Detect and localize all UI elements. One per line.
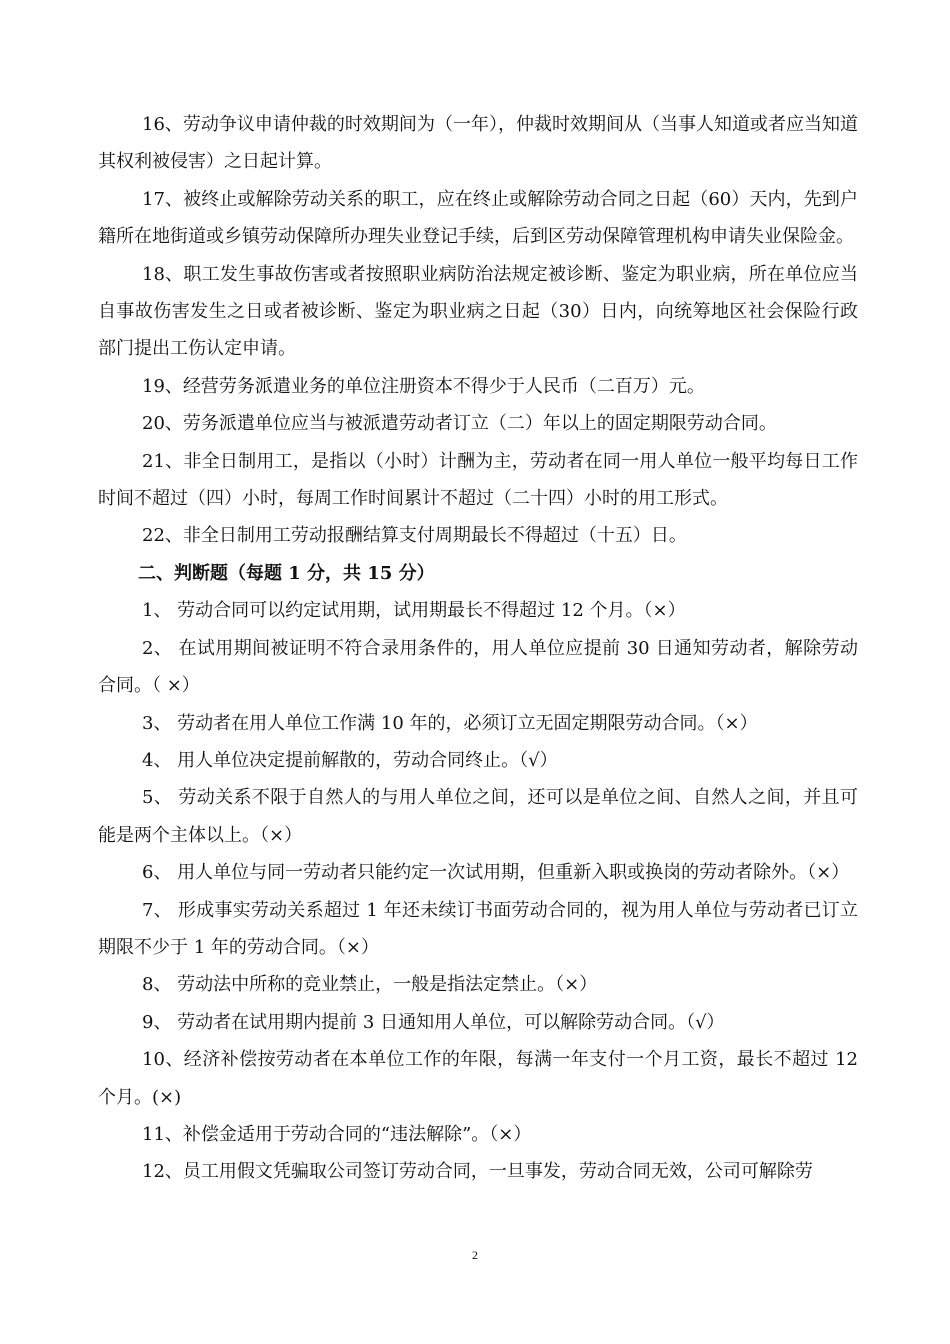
true-false-item-7: 7、 形成事实劳动关系超过 1 年还未续订书面劳动合同的，视为用人单位与劳动者已订立期限不少于 1 年的劳动合同。（×） [98,899,858,958]
true-false-item-10: 10、经济补偿按劳动者在本单位工作的年限，每满一年支付一个月工资，最长不超过 12 个月。(×) [98,1049,858,1108]
fill-in-item-20: 20、劳务派遣单位应当与被派遣劳动者订立（二）年以上的固定期限劳动合同。 [142,413,777,435]
true-false-item-2: 2、 在试用期间被证明不符合录用条件的，用人单位应提前 30 日通知劳动者，解除劳动合同。（ ×） [98,637,858,697]
fill-in-item-21: 21、非全日制用工，是指以（小时）计酬为主，劳动者在同一用人单位一般平均每日工作时间不超过（四）小时，每周工作时间累计不超过（二十四）小时的用工形式。 [98,450,858,510]
true-false-item-1: 1、 劳动合同可以约定试用期，试用期最长不得超过 12 个月。（×） [142,600,686,622]
true-false-item-11: 11、补偿金适用于劳动合同的“违法解除”。（×） [142,1123,532,1145]
true-false-item-6: 6、 用人单位与同一劳动者只能约定一次试用期，但重新入职或换岗的劳动者除外。（×） [142,862,850,884]
fill-in-item-17: 17、被终止或解除劳动关系的职工，应在终止或解除劳动合同之日起（60）天内，先到户籍所在地街道或乡镇劳动保障所办理失业登记手续，后到区劳动保障管理机构申请失业保险金。 [98,188,858,248]
true-false-item-3: 3、 劳动者在用人单位工作满 10 年的，必须订立无固定期限劳动合同。（×） [142,712,758,734]
section-heading-true-false: 二、判断题（每题 1 分，共 15 分） [138,562,435,584]
true-false-item-8: 8、 劳动法中所称的竞业禁止，一般是指法定禁止。（×） [142,974,598,996]
fill-in-item-22: 22、非全日制用工劳动报酬结算支付周期最长不得超过（十五）日。 [142,525,687,547]
true-false-item-4: 4、 用人单位决定提前解散的，劳动合同终止。（√） [142,749,558,771]
true-false-item-12: 12、员工用假文凭骗取公司签订劳动合同，一旦事发，劳动合同无效，公司可解除劳 [142,1161,813,1183]
page-number: 2 [472,1248,478,1262]
true-false-item-5: 5、 劳动关系不限于自然人的与用人单位之间，还可以是单位之间、自然人之间，并且可能是两个主体以上。（×） [98,787,858,846]
fill-in-item-18: 18、职工发生事故伤害或者按照职业病防治法规定被诊断、鉴定为职业病，所在单位应当自事故伤害发生之日或者被诊断、鉴定为职业病之日起（30）日内，向统筹地区社会保险行政部门提出工伤认定申请。 [98,263,858,360]
fill-in-item-19: 19、经营劳务派遣业务的单位注册资本不得少于人民币（二百万）元。 [142,375,705,397]
document-body [98,106,858,1191]
true-false-item-9: 9、 劳动者在试用期内提前 3 日通知用人单位，可以解除劳动合同。（√） [142,1011,725,1033]
fill-in-item-16: 16、劳动争议申请仲裁的时效期间为（一年），仲裁时效期间从（当事人知道或者应当知道其权利被侵害）之日起计算。 [98,114,858,173]
